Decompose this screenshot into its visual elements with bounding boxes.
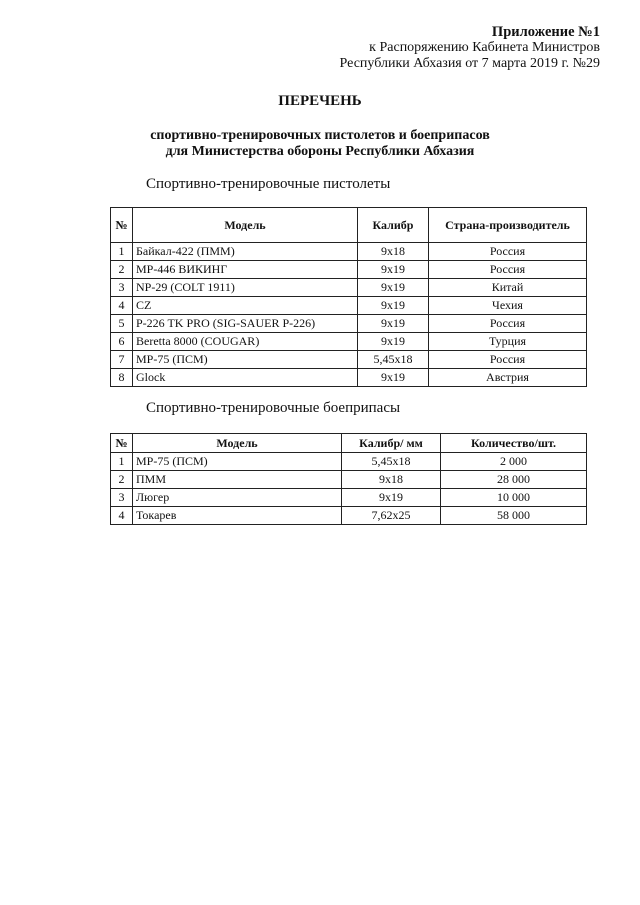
- table-cell: 5,45х18: [358, 351, 429, 369]
- table-row: [111, 297, 587, 315]
- table-cell: 5: [111, 315, 133, 333]
- document-subtitle: [0, 128, 640, 160]
- ammo-section-title: Спортивно-тренировочные боеприпасы: [146, 400, 401, 416]
- table-cell: 9х18: [342, 471, 441, 489]
- table-cell: 10 000: [441, 489, 587, 507]
- column-header: Калибр: [358, 208, 429, 243]
- column-header: Количество/шт.: [441, 434, 587, 453]
- table-cell: 9х19: [358, 279, 429, 297]
- table-row: [111, 261, 587, 279]
- table-cell: 6: [111, 333, 133, 351]
- table-header-row: [111, 208, 587, 243]
- table-cell: Австрия: [429, 369, 587, 387]
- table-cell: 4: [111, 297, 133, 315]
- table-cell: ПММ: [133, 471, 342, 489]
- table-row: [111, 333, 587, 351]
- table-cell: Китай: [429, 279, 587, 297]
- table-cell: Beretta 8000 (COUGAR): [133, 333, 358, 351]
- appendix-header: [340, 24, 600, 72]
- table-cell: 2 000: [441, 453, 587, 471]
- table-cell: 1: [111, 453, 133, 471]
- table-cell: МР-75 (ПСМ): [133, 351, 358, 369]
- table-cell: 9х19: [358, 333, 429, 351]
- table-row: [111, 453, 587, 471]
- column-header: Модель: [133, 208, 358, 243]
- table-cell: 3: [111, 279, 133, 297]
- table-cell: 2: [111, 471, 133, 489]
- table-cell: 1: [111, 243, 133, 261]
- table-row: [111, 243, 587, 261]
- table-cell: 3: [111, 489, 133, 507]
- table-cell: 7: [111, 351, 133, 369]
- table-row: [111, 507, 587, 525]
- column-header: Калибр/ мм: [342, 434, 441, 453]
- pistols-table: [110, 207, 587, 387]
- table-cell: 58 000: [441, 507, 587, 525]
- table-cell: Россия: [429, 315, 587, 333]
- pistols-section-title: Спортивно-тренировочные пистолеты: [146, 176, 391, 192]
- table-cell: 9х19: [358, 297, 429, 315]
- column-header: Модель: [133, 434, 342, 453]
- table-cell: МР-446 ВИКИНГ: [133, 261, 358, 279]
- table-cell: 9х19: [358, 261, 429, 279]
- ammo-table: [110, 433, 587, 525]
- table-cell: 7,62х25: [342, 507, 441, 525]
- table-cell: Токарев: [133, 507, 342, 525]
- table-row: [111, 315, 587, 333]
- table-cell: МР-75 (ПСМ): [133, 453, 342, 471]
- table-cell: Люгер: [133, 489, 342, 507]
- document-title: ПЕРЕЧЕНЬ: [278, 93, 362, 109]
- table-cell: P-226 TK PRO (SIG-SAUER P-226): [133, 315, 358, 333]
- column-header: №: [111, 434, 133, 453]
- table-cell: Байкал-422 (ПММ): [133, 243, 358, 261]
- table-cell: Россия: [429, 351, 587, 369]
- table-cell: 9х19: [358, 315, 429, 333]
- table-cell: Россия: [429, 243, 587, 261]
- table-cell: 9х19: [342, 489, 441, 507]
- appendix-line-2: Республики Абхазия от 7 марта 2019 г. №29: [339, 56, 600, 71]
- appendix-line-1: к Распоряжению Кабинета Министров: [369, 40, 600, 55]
- table-cell: Glock: [133, 369, 358, 387]
- table-cell: Чехия: [429, 297, 587, 315]
- pistols-table-body: [111, 243, 587, 387]
- ammo-table-body: [111, 453, 587, 525]
- table-cell: 5,45х18: [342, 453, 441, 471]
- table-cell: NP-29 (COLT 1911): [133, 279, 358, 297]
- table-cell: 9х18: [358, 243, 429, 261]
- table-cell: 8: [111, 369, 133, 387]
- table-header-row: [111, 434, 587, 453]
- table-cell: 28 000: [441, 471, 587, 489]
- table-cell: Турция: [429, 333, 587, 351]
- column-header: Страна-производитель: [429, 208, 587, 243]
- appendix-label: Приложение №1: [491, 24, 600, 40]
- table-row: [111, 489, 587, 507]
- table-row: [111, 471, 587, 489]
- table-cell: 9х19: [358, 369, 429, 387]
- table-cell: 2: [111, 261, 133, 279]
- table-cell: 4: [111, 507, 133, 525]
- table-row: [111, 369, 587, 387]
- table-cell: Россия: [429, 261, 587, 279]
- subtitle-line-1: спортивно-тренировочных пистолетов и боеприпасов: [150, 128, 490, 143]
- table-cell: CZ: [133, 297, 358, 315]
- column-header: №: [111, 208, 133, 243]
- subtitle-line-2: для Министерства обороны Республики Абхазия: [165, 144, 475, 159]
- table-row: [111, 351, 587, 369]
- table-row: [111, 279, 587, 297]
